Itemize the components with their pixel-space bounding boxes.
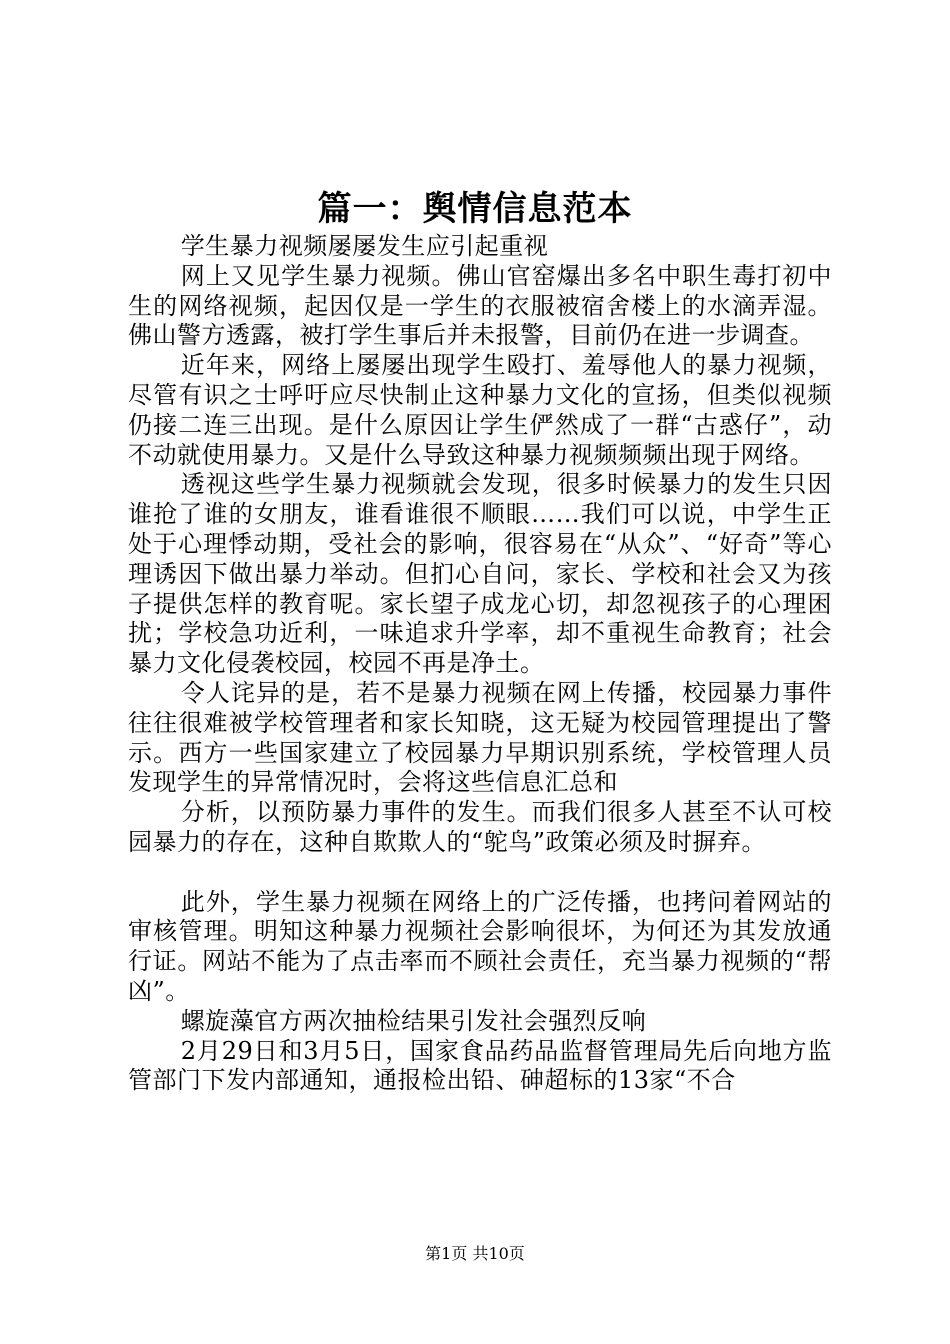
document-body bbox=[128, 232, 832, 1096]
section-heading: 螺旋藻官方两次抽检结果引发社会强烈反响 bbox=[180, 1006, 647, 1035]
section-heading: 学生暴力视频屡屡发生应引起重视 bbox=[180, 232, 549, 260]
document-title: 篇一：舆情信息范本 bbox=[317, 189, 633, 229]
paragraph: 透视这些学生暴力视频就会发现，很多时候暴力的发生只因谁抢了谁的女朋友，谁看谁很不顺眼……我们可以说，中学生正处于心理悸动期，受社会的影响，很容易在“从众”、“好奇”等心理诱因下做出暴力举动。但扪心自问，家长、学校和社会又为孩子提供怎样的教育呢。家长望子成龙心切，却忽视孩子的心理困扰；学校急功近利，一味追求升学率，却不重视生命教育；社会暴力文化侵袭校园，校园不再是净土。 bbox=[128, 470, 832, 678]
paragraph: 此外，学生暴力视频在网络上的广泛传播，也拷问着网站的审核管理。明知这种暴力视频社会影响很坏，为何还为其发放通行证。网站不能为了点击率而不顾社会责任，充当暴力视频的“帮凶”。 bbox=[128, 887, 832, 1005]
page-number: 第1页 共10页 bbox=[425, 1244, 525, 1263]
paragraph: 分析，以预防暴力事件的发生。而我们很多人甚至不认可校园暴力的存在，这种自欺欺人的“鸵鸟”政策必须及时摒弃。 bbox=[128, 798, 832, 856]
paragraph: 令人诧异的是，若不是暴力视频在网上传播，校园暴力事件往往很难被学校管理者和家长知晓，这无疑为校园管理提出了警示。西方一些国家建立了校园暴力早期识别系统，学校管理人员发现学生的异常情况时，会将这些信息汇总和 bbox=[128, 678, 832, 797]
paragraph: 2月29日和3月5日，国家食品药品监督管理局先后向地方监管部门下发内部通知，通报检出铅、砷超标的13家“不合 bbox=[128, 1036, 832, 1095]
paragraph: 近年来，网络上屡屡出现学生殴打、羞辱他人的暴力视频，尽管有识之士呼吁应尽快制止这种暴力文化的宣扬，但类似视频仍接二连三出现。是什么原因让学生俨然成了一群“古惑仔”，动不动就使用暴力。又是什么导致这种暴力视频频频出现于网络。 bbox=[128, 351, 832, 469]
paragraph: 网上又见学生暴力视频。佛山官窑爆出多名中职生毒打初中生的网络视频，起因仅是一学生的衣服被宿舍楼上的水滴弄湿。佛山警方透露，被打学生事后并未报警，目前仍在进一步调查。 bbox=[128, 261, 832, 350]
